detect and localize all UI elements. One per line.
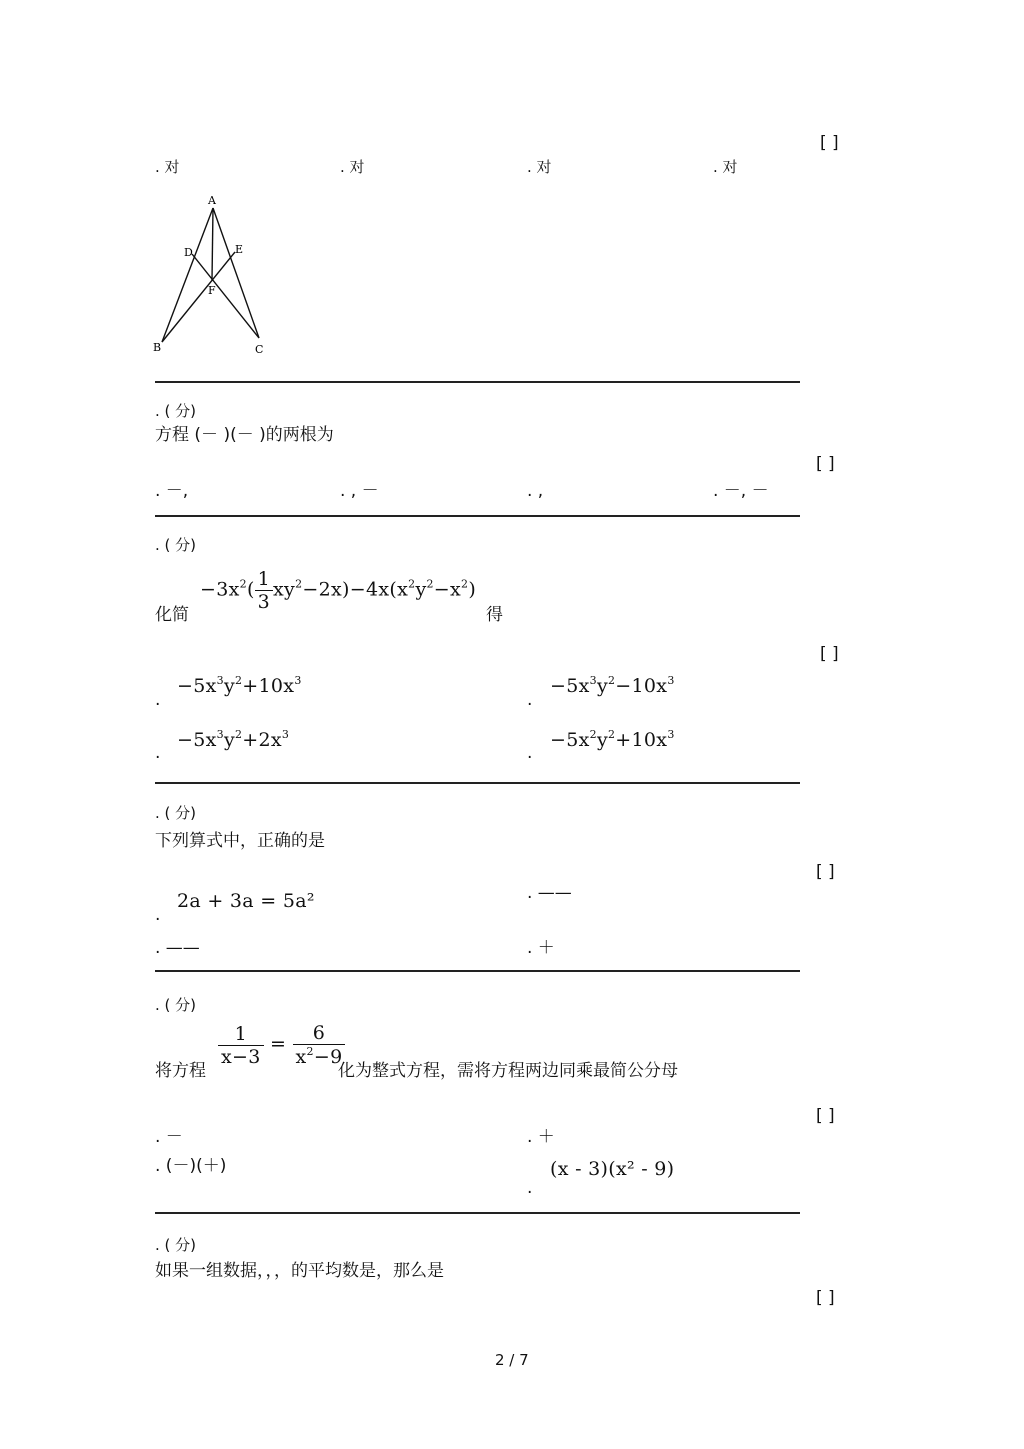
stem-prefix: 将方程: [155, 1061, 206, 1081]
option-c: . (－)(＋): [155, 1156, 227, 1176]
option-dot: .: [155, 690, 161, 710]
question-score: . ( 分): [155, 536, 197, 554]
geometry-figure: [150, 190, 275, 360]
option-b: . , －: [340, 481, 379, 501]
stem-prefix: 化简: [155, 605, 189, 625]
option-dot: .: [527, 743, 533, 763]
answer-bracket: [ ]: [820, 644, 839, 664]
question-score: . ( 分): [155, 1236, 197, 1254]
option-b: . 对: [340, 158, 365, 176]
label-f: F: [208, 284, 216, 297]
option-b: . ——: [527, 883, 572, 903]
divider: [155, 782, 800, 784]
option-d: . 对: [713, 158, 738, 176]
stem-suffix: 化为整式方程，需将方程两边同乘最简公分母: [338, 1061, 678, 1081]
option-d: (x - 3)(x² - 9): [550, 1158, 675, 1180]
option-a: . 对: [155, 158, 180, 176]
option-a: . －: [155, 1127, 183, 1147]
label-e: E: [235, 243, 244, 256]
label-a: A: [208, 194, 216, 207]
option-d: . －, －: [713, 481, 769, 501]
answer-bracket: [ ]: [816, 454, 835, 474]
answer-bracket: [ ]: [820, 133, 839, 153]
question-stem: 方程 (－ )(－ )的两根为: [155, 425, 334, 445]
option-dot: .: [155, 743, 161, 763]
label-b: B: [153, 341, 162, 354]
option-a: 2a + 3a = 5a²: [177, 890, 315, 912]
question-score: . ( 分): [155, 402, 197, 420]
answer-bracket: [ ]: [816, 862, 835, 882]
answer-bracket: [ ]: [816, 1106, 835, 1126]
option-c: . 对: [527, 158, 552, 176]
option-c: . ,: [527, 481, 544, 501]
divider: [155, 1212, 800, 1214]
label-c: C: [255, 343, 264, 356]
option-a: . －,: [155, 481, 189, 501]
option-dot: .: [527, 1178, 533, 1198]
divider: [155, 381, 800, 383]
option-d: . ＋: [527, 938, 555, 958]
option-dot: .: [527, 690, 533, 710]
option-c: $-5x^3y^2+2x^3$: [177, 728, 290, 751]
option-c: . ——: [155, 938, 200, 958]
option-a: $-5x^3y^2+10x^3$: [177, 674, 302, 697]
question-stem: 如果一组数据，，，的平均数是，那么是: [155, 1261, 444, 1281]
option-b: . ＋: [527, 1127, 555, 1147]
expression: $-3x^2$( $\frac{1}{3}$ $xy^2-2x)-4x(x^2y^2-x^2)$: [200, 568, 477, 613]
question-score: . ( 分): [155, 804, 197, 822]
divider: [155, 970, 800, 972]
option-d: $-5x^2y^2+10x^3$: [550, 728, 675, 751]
question-stem: 下列算式中，正确的是: [155, 831, 325, 851]
answer-bracket: [ ]: [816, 1288, 835, 1308]
page-number: 2 / 7: [495, 1351, 529, 1369]
option-dot: .: [155, 905, 161, 925]
stem-suffix: 得: [486, 605, 503, 625]
equation: $\frac{1}{x-3}$ = $\frac{6}{x^2-9}$: [218, 1022, 345, 1068]
option-b: $-5x^3y^2-10x^3$: [550, 674, 675, 697]
question-score: . ( 分): [155, 996, 197, 1014]
divider: [155, 515, 800, 517]
label-d: D: [184, 246, 193, 259]
